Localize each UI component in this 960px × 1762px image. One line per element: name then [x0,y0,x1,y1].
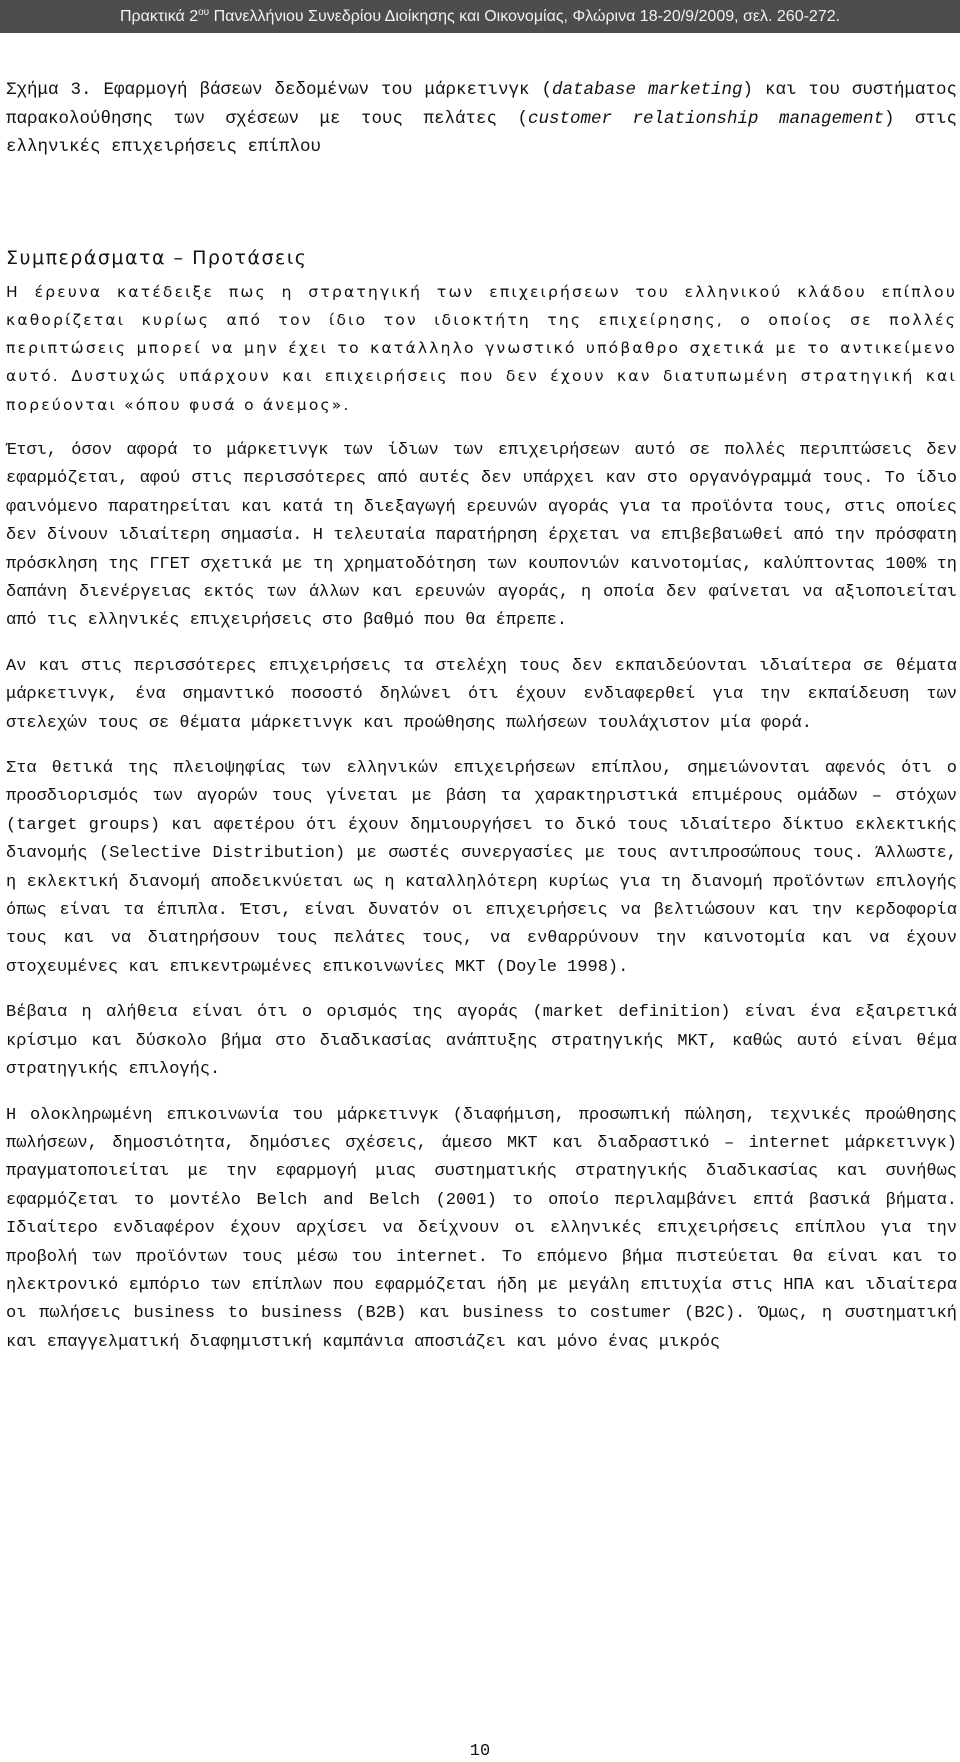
running-header [0,0,960,33]
caption-part-3: ) στις ελληνικές επιχειρήσεις επίπλου [6,108,958,157]
caption-term-database-marketing: database marketing [551,80,743,100]
page-number: 10 [469,1742,491,1761]
caption-part-1: Σχήμα 3. Εφαρμογή βάσεων δεδομένων του μάρκετινγκ ( [6,80,552,100]
section-heading: Συμπεράσματα – Προτάσεις [6,246,308,269]
paragraph-5: Η ολοκληρωμένη επικοινωνία του μάρκετινγκ (διαφήμιση, προσωπική πώληση, τεχνικές προώθησης πωλήσεων, δημοσιότητα, δημόσιες σχέσεις, άμεσο ΜΚΤ και διαδραστικό – internet μάρκετινγκ) πραγματοποιείται με την εφαρμογή μιας συστηματικής στρατηγικής διαδικασίας και συνήθως εφαρμόζεται το μοντέλο Belch and Belch (2001) το οποίο περιλαμβάνει επτά βασικά βήματα. Ιδιαίτερο ενδιαφέρον έχουν αρχίσει να δείχνουν οι ελληνικές επιχειρήσεις επίπλου για την προβολή των προϊόντων τους μέσω του internet. Το επόμενο βήμα πιστεύεται θα είναι και το ηλεκτρονικό εμπόριο των επίπλων που εφαρμόζεται ήδη με μεγάλη επιτυχία στις ΗΠΑ και ιδιαίτερα οι πωλήσεις business to business (B2B) και business to costumer (B2C). Όμως, η συστηματική και επαγγελματική διαφημιστική καμπάνια αποσιάζει και μόνο ένας μικρός [6,1105,957,1352]
paragraph-3: Στα θετικά της πλειοψηφίας των ελληνικών επιχειρήσεων επίπλου, σημειώνονται αφενός ότι ο προσδιορισμός των αγορών τους γίνεται με βάση τα χαρακτηριστικά επιμέρους ομάδων – στόχων (target groups) και αφετέρου ότι έχουν δημιουργήσει το δικό τους ιδιαίτερο δίκτυο εκλεκτικής διανομής (Selective Distribution) με σωστές συνεργασίες με τους αντιπροσώπους τους. Άλλωστε, η εκλεκτική διανομή αποδεικνύεται ως η καταλληλότερη κυρίως για τη διανομή προϊόντων επιλογής όπως είναι τα έπιπλα. Έτσι, είναι δυνατόν οι επιχειρήσεις να βελτιώσουν και την κερδοφορία τους και να διατηρήσουν τους πελάτες τους, να ενθαρρύνουν την καινοτομία και να έχουν στοχευμένες και επικεντρωμένες επικοινωνίες ΜΚΤ (Doyle 1998). [6,759,957,977]
paragraph-4: Βέβαια η αλήθεια είναι ότι ο ορισμός της αγοράς (market definition) είναι ένα εξαιρετικά κρίσιμο και δύσκολο βήμα στο διαδικασίας ανάπτυξης στρατηγικής ΜΚΤ, καθώς αυτό είναι θέμα στρατηγικής επιλογής. [6,1003,957,1080]
header-prefix: Πρακτικά 2 [119,8,199,25]
paragraph-2: Αν και στις περισσότερες επιχειρήσεις τα στελέχη τους δεν εκπαιδεύονται ιδιαίτερα σε θέματα μάρκετινγκ, ένα σημαντικό ποσοστό δηλώνει ότι έχουν ενδιαφερθεί για την εκπαίδευση των στελεχών τους σε θέματα μάρκετινγκ και προώθησης πωλήσεων τουλάχιστον μία φορά. [6,656,957,733]
paragraph-intro: Η έρευνα κατέδειξε πως η στρατηγική των επιχειρήσεων του ελληνικού κλάδου επίπλου καθορίζεται κυρίως από τον ίδιο τον ιδιοκτήτη της επιχείρησης, ο οποίος σε πολλές περιπτώσεις μπορεί να μην έχει το κατάλληλο γνωστικό υπόβαθρο σχετικά με το αντικείμενο αυτό. Δυστυχώς υπάρχουν και επιχειρήσεις που δεν έχουν καν διατυπωμένη στρατηγική και πορεύονται «όπου φυσά ο άνεμος». [6,282,957,414]
caption-part-2: ) και του συστήματος παρακολούθησης των σχέσεων με τους πελάτες ( [6,80,957,129]
paragraph-1: Έτσι, όσον αφορά το μάρκετινγκ των ίδιων των επιχειρήσεων αυτό σε πολλές περιπτώσεις δεν εφαρμόζεται, αφού στις περισσότερες από αυτές δεν υπάρχει καν στο οργανόγραμμά τους. Το ίδιο φαινόμενο παρατηρείται και κατά τη διεξαγωγή ερευνών αγοράς για τα προϊόντα τους, στις οποίες δεν δίνουν ιδιαίτερη σημασία. Η τελευταία παρατήρηση έρχεται να επιβεβαιωθεί από την πρόσφατη πρόσκληση της ΓΓΕΤ σχετικά με τη χρηματοδότηση των κουπονιών καινοτομίας, καλύπτοντας 100% τη δαπάνη διενέργειας εκτός των άλλων και ερευνών αγοράς, η οποία δεν φαίνεται να αξιοποιείται από τις ελληνικές επιχειρήσεις στο βαθμό που θα έπρεπε. [6,440,957,631]
caption-term-crm: customer relationship management [527,108,885,129]
page-body [6,76,957,1357]
header-superscript: ου [198,7,210,18]
header-rest: Πανελλήνιου Συνεδρίου Διοίκησης και Οικονομίας, Φλώρινα 18-20/9/2009, σελ. 260-272. [209,8,841,25]
figure-caption [6,76,957,162]
